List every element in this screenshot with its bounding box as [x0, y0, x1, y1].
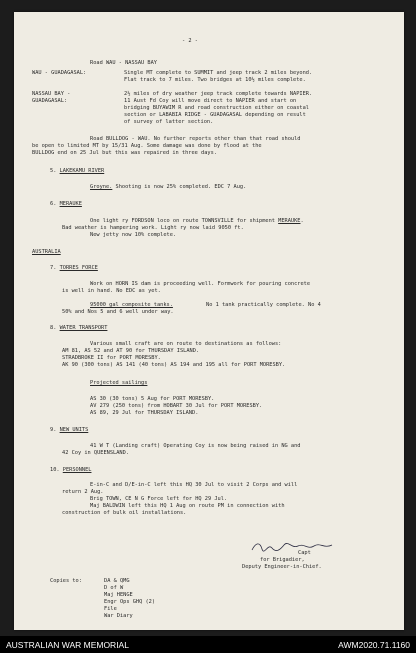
document-line: One light ry FORDSON loco on route TOWNSVILLE for shipment MERAUKE. [90, 218, 304, 224]
document-page [14, 12, 404, 630]
document-line: bridging BUYAWIM R and road construction either on coastal [124, 105, 309, 111]
document-line: AK 90 (300 tons) AS 141 (40 tons) AS 194 and 195 all for PORT MORESBY. [62, 362, 286, 368]
document-line: Projected sailings [90, 380, 148, 386]
document-line: Brig TOWN, CE N G Force left for HQ 29 Jul. [90, 496, 228, 502]
document-line: 42 Coy in QUEENSLAND. [62, 450, 129, 456]
document-line: No 1 tank practically complete. No 4 [206, 302, 321, 308]
document-line: New jetty now 10% complete. [90, 232, 177, 238]
document-line: AS 89, 29 Jul for THURSDAY ISLAND. [90, 410, 199, 416]
document-line: is well in hand. No EDC as yet. [62, 288, 161, 294]
document-line: be open to limited MT by 15/31 Aug. Some damage was done by flood at the [32, 143, 262, 149]
document-line: D of W [104, 585, 124, 591]
document-line: AV 279 (250 tons) from HOBART 30 Jul for PORT MORESBY. [90, 403, 263, 409]
document-line: 7. TORRES FORCE [50, 265, 98, 271]
document-line: 9. NEW UNITS [50, 427, 89, 433]
document-line: of survey of latter section. [124, 119, 214, 125]
document-line: File [104, 606, 117, 612]
document-line: construction of bulk oil installations. [62, 510, 187, 516]
document-line: for Brigadier, [260, 557, 305, 563]
document-line: Road BULLDOG - WAU. No further reports other than that road should [90, 136, 301, 142]
document-line: 95000 gal composite tanks. [90, 302, 173, 308]
document-line: 10. PERSONNEL [50, 467, 92, 473]
document-line: 8. WATER TRANSPORT [50, 325, 108, 331]
document-line: AUSTRALIA [32, 249, 61, 255]
document-line: Road WAU - NASSAU BAY [90, 60, 157, 66]
document-line: NASSAU BAY - [32, 91, 71, 97]
document-line: BULLDOG end on 25 Jul but this was repaired in three days. [32, 150, 217, 156]
document-line: Bad weather is hampering work. Light ry now laid 9050 ft. [62, 225, 244, 231]
handwritten-signature [250, 540, 334, 554]
document-line: return 2 Aug. [62, 489, 104, 495]
document-line: 2½ miles of dry weather jeep track complete towards NAPIER. [124, 91, 313, 97]
document-line: WAU - GUADAGASAL: [32, 70, 87, 76]
document-line: Flat track to 7 miles. Two bridges at 10½ miles complete. [124, 77, 306, 83]
document-line: AS 30 (30 tons) 5 Aug for PORT MORESBY. [90, 396, 215, 402]
document-line: War Diary [104, 613, 133, 619]
document-line: Maj BALDWIN left this HQ 1 Aug on route PM in connection with [90, 503, 285, 509]
document-line: Work on HORN IS dam is proceeding well. Formwork for pouring concrete [90, 281, 311, 287]
footer-right: AWM2020.71.1160 [338, 640, 410, 650]
document-line: Engr Ops GHQ (2) [104, 599, 156, 605]
archive-footer [0, 636, 416, 653]
document-line: Various small craft are on route to destinations as follows: [90, 341, 282, 347]
document-line: STRADBROKE II for PORT MORESBY. [62, 355, 161, 361]
document-line: GUADAGASAL: [32, 98, 68, 104]
footer-left: AUSTRALIAN WAR MEMORIAL [6, 640, 129, 650]
document-line: 11 Aust Fd Coy will move direct to NAPIER and start on [124, 98, 297, 104]
document-line: section or LABABIA RIDGE - GUADAGASAL depending on result [124, 112, 306, 118]
document-line: E-in-C and D/E-in-C left this HQ 30 Jul to visit 2 Corps and will [90, 482, 298, 488]
document-line: Capt [298, 550, 311, 556]
document-line: Copies to: [50, 578, 82, 584]
document-line: Maj HENGE [104, 592, 133, 598]
document-line: 41 W T (Landing craft) Operating Coy is now being raised in NG and [90, 443, 301, 449]
document-line: Deputy Engineer-in-Chief. [242, 564, 322, 570]
document-line: 5. LAKEKAMU RIVER [50, 168, 105, 174]
document-line: - 2 - [182, 38, 198, 44]
document-line: 50% and Nos 5 and 6 well under way. [62, 309, 174, 315]
document-line: 6. MERAUKE [50, 201, 82, 207]
document-line: AM 81, AS 52 and AT 90 for THURSDAY ISLAND. [62, 348, 200, 354]
document-line: Groyne. Shooting is now 25% completed. EDC 7 Aug. [90, 184, 247, 190]
document-line: DA & QMG [104, 578, 130, 584]
document-line: Single MT complete to SUMMIT and jeep track 2 miles beyond. [124, 70, 313, 76]
